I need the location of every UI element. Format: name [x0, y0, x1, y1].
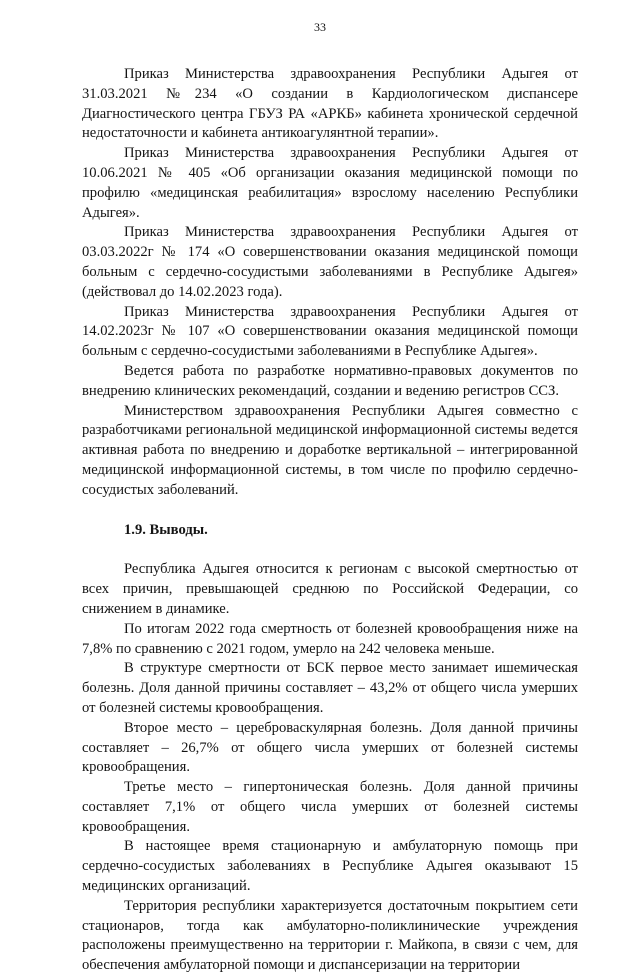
paragraph: Третье место – гипертоническая болезнь. Доля данной причины составляет 7,1% от общего числа умерших от болезней системы кровообращения. [82, 779, 578, 835]
paragraph: Министерством здравоохранения Республики Адыгея совместно с разработчиками региональной медицинской информационной системы ведется активная работа по внедрению и доработке вертикальной – интегрированной медицинской информационной системы, в том числе по профилю сердечно-сосудистых заболеваний. [82, 402, 578, 498]
paragraph: По итогам 2022 года смертность от болезней кровообращения ниже на 7,8% по сравнению с 2021 годом, умерло на 242 человека меньше. [82, 620, 578, 657]
paragraph: Второе место – цереброваскулярная болезнь. Доля данной причины составляет – 26,7% от общего числа умерших от болезней системы кровообращения. [82, 719, 578, 776]
paragraph: В структуре смертности от БСК первое место занимает ишемическая болезнь. Доля данной причины составляет – 43,2% от общего числа умерших от болезней системы кровообращения. [82, 660, 578, 716]
paragraph: Республика Адыгея относится к регионам с высокой смертностью от всех причин, превышающей среднюю по Российской Федерации, со снижением в динамике. [82, 561, 578, 617]
paragraph: Территория республики характеризуется достаточным покрытием сети стационаров, тогда как амбулаторно-поликлинические учреждения расположены преимущественно на территории г. Майкопа, в связи с чем, для обеспечения амбулаторной помощи и диспансеризации на территории [82, 897, 578, 974]
paragraph: В настоящее время стационарную и амбулаторную помощь при сердечно-сосудистых заболеваниях в Республике Адыгея оказывают 15 медицинских организаций. [82, 838, 578, 895]
page-number: 33 [314, 20, 326, 34]
spacer [82, 540, 578, 560]
paragraph: Приказ Министерства здравоохранения Республики Адыгея от 10.06.2021 № 405 «Об организации оказания медицинской помощи по профилю «медицинская реабилитация» взрослому населению Республики Адыгея». [82, 145, 578, 221]
document-body [82, 65, 578, 976]
section-heading: 1.9. Выводы. [124, 521, 208, 538]
paragraph: Ведется работа по разработке нормативно-правовых документов по внедрению клинических рекомендаций, создании и ведению регистров ССЗ. [82, 362, 578, 399]
paragraph: Приказ Министерства здравоохранения Республики Адыгея от 03.03.2022г № 174 «О совершенствовании оказания медицинской помощи больным с сердечно-сосудистыми заболеваниями в Республике Адыгея» (действовал до 14.02.2023 года). [82, 224, 578, 300]
spacer [82, 501, 578, 521]
paragraph: Приказ Министерства здравоохранения Республики Адыгея от 14.02.2023г № 107 «О совершенствовании оказания медицинской помощи больным с сердечно-сосудистыми заболеваниями в Республике Адыгея». [82, 303, 578, 360]
paragraph: Приказ Министерства здравоохранения Республики Адыгея от 31.03.2021 №234 «О создании в Кардиологическом диспансере Диагностического центра ГБУЗ РА «АРКБ» кабинета хронической сердечной недостаточности и кабинета антикоагулянтной терапии». [82, 66, 578, 142]
